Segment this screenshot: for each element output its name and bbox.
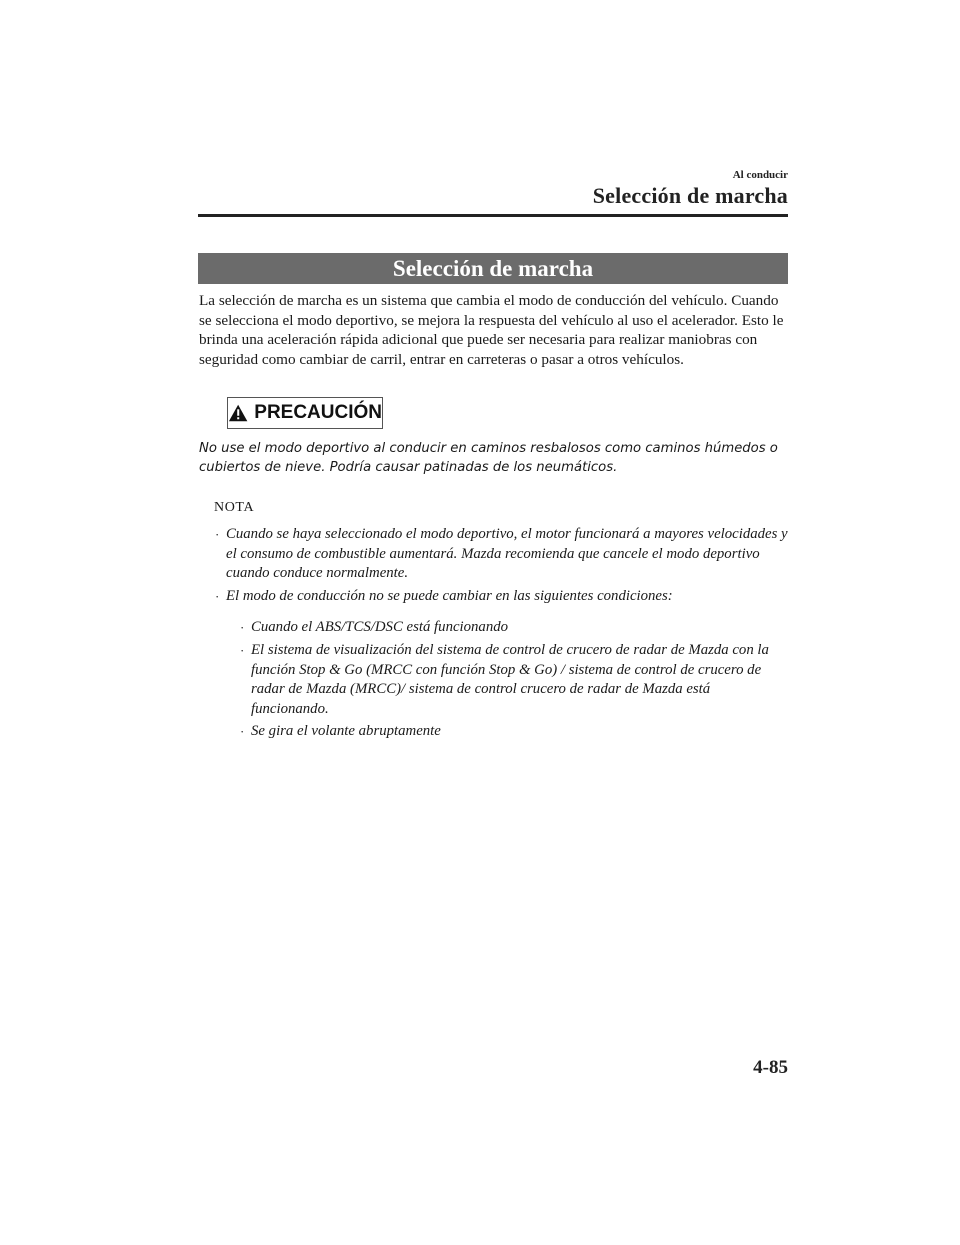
section-title: Selección de marcha [198,253,788,284]
caution-label: PRECAUCIÓN [254,402,382,423]
nota-sub-list [239,618,789,742]
nota-subitem-text: El sistema de visualización del sistema de control de crucero de radar de Mazda con la función Stop & Go (MRCC con función Stop & Go) / sistema de control de crucero de radar de Mazda (MRCC)/ sistema de control crucero de radar de Mazda está funcionando. [251,641,769,717]
nota-list [214,525,789,745]
caution-box [227,397,383,429]
intro-paragraph: La selección de marcha es un sistema que cambia el modo de conducción del vehículo. Cuando se selecciona el modo deportivo, se mejora la respuesta del vehículo al uso el acelerador. Esto le brinda una aceleración rápida adicional que puede ser necesaria para realizar maniobras con seguridad como cambiar de carril, entrar en carreteras o pasar a otros vehículos. [199,292,784,368]
list-item [239,618,789,638]
nota-item-text: El modo de conducción no se puede cambiar en las siguientes condiciones: [226,587,673,604]
list-item [214,587,789,742]
list-item [214,525,789,584]
nota-subitem-text: Se gira el volante abruptamente [251,723,441,740]
bullet-icon: · [240,620,245,636]
list-item [239,641,789,719]
list-item [239,722,789,742]
page-number: 4-85 [753,1057,788,1078]
bullet-icon: · [240,724,245,740]
nota-subitem-text: Cuando el ABS/TCS/DSC está funcionando [251,619,509,636]
bullet-icon: · [215,588,220,604]
running-header-title: Selección de marcha [592,183,788,208]
bullet-icon: · [240,642,245,658]
nota-title: NOTA [214,500,255,515]
header-rule [198,214,788,217]
bullet-icon: · [215,527,220,542]
nota-item-text: Cuando se haya seleccionado el modo deportivo, el motor funcionará a mayores velocidades y el consumo de combustible aumentará. Mazda recomienda que cancele el modo deportivo cuando conduce normalmente. [226,526,788,582]
caution-text: No use el modo deportivo al conducir en caminos resbalosos como caminos húmedos o cubiertos de nieve. Podría causar patinadas de los neumáticos. [199,441,778,475]
chapter-label: Al conducir [732,169,788,181]
warning-icon [228,403,248,423]
